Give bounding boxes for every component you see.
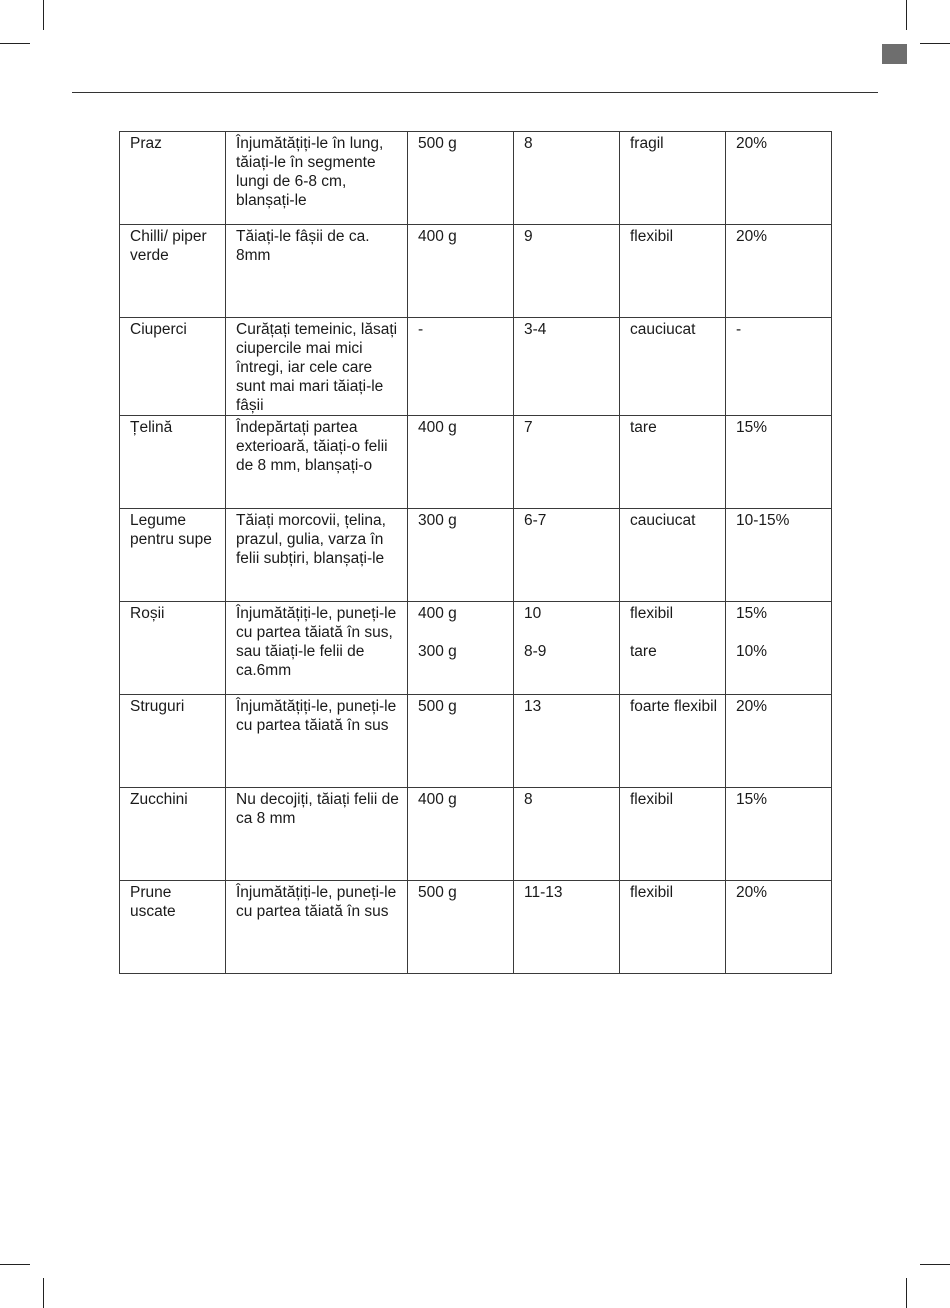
cell-yield: 10-15% bbox=[726, 509, 832, 602]
cell-yield: 15% 10% bbox=[726, 602, 832, 695]
table-row bbox=[120, 602, 832, 695]
crop-mark-bottom-right-h bbox=[920, 1264, 950, 1265]
cell-quantity: 400 g bbox=[408, 416, 514, 509]
table-row bbox=[120, 695, 832, 788]
cell-yield: 20% bbox=[726, 225, 832, 318]
table-row bbox=[120, 318, 832, 416]
cell-preparation: Nu decojiți, tăiați felii de ca 8 mm bbox=[226, 788, 408, 881]
cell-yield: 20% bbox=[726, 132, 832, 225]
cell-yield: 15% bbox=[726, 788, 832, 881]
cell-consistency: tare bbox=[620, 416, 726, 509]
cell-consistency: flexibil bbox=[620, 225, 726, 318]
cell-quantity: - bbox=[408, 318, 514, 416]
cell-food: Zucchini bbox=[120, 788, 226, 881]
crop-mark-top-right-v bbox=[906, 0, 907, 30]
cell-quantity: 400 g bbox=[408, 788, 514, 881]
cell-drying-time: 6-7 bbox=[514, 509, 620, 602]
table-row bbox=[120, 509, 832, 602]
cell-consistency: cauciucat bbox=[620, 318, 726, 416]
table-row bbox=[120, 788, 832, 881]
crop-mark-top-left-v bbox=[43, 0, 44, 30]
cell-food: Țelină bbox=[120, 416, 226, 509]
table-row bbox=[120, 881, 832, 974]
cell-food: Struguri bbox=[120, 695, 226, 788]
cell-drying-time: 9 bbox=[514, 225, 620, 318]
cell-food: Praz bbox=[120, 132, 226, 225]
cell-yield: 20% bbox=[726, 881, 832, 974]
crop-mark-top-left-h bbox=[0, 43, 30, 44]
cell-quantity: 300 g bbox=[408, 509, 514, 602]
cell-preparation: Îndepărtați partea exterioară, tăiați-o felii de 8 mm, blanșați-o bbox=[226, 416, 408, 509]
crop-mark-bottom-right-v bbox=[906, 1278, 907, 1308]
cell-consistency: cauciucat bbox=[620, 509, 726, 602]
crop-mark-bottom-left-v bbox=[43, 1278, 44, 1308]
cell-drying-time: 8 bbox=[514, 788, 620, 881]
cell-drying-time: 10 8-9 bbox=[514, 602, 620, 695]
cell-preparation: Înjumătățiți-le, puneți-le cu partea tăiată în sus, sau tăiați-le felii de ca.6mm bbox=[226, 602, 408, 695]
cell-drying-time: 8 bbox=[514, 132, 620, 225]
cell-quantity: 400 g 300 g bbox=[408, 602, 514, 695]
table-row bbox=[120, 132, 832, 225]
cell-quantity: 500 g bbox=[408, 132, 514, 225]
cell-food: Ciuperci bbox=[120, 318, 226, 416]
cell-preparation: Înjumătățiți-le în lung, tăiați-le în segmente lungi de 6-8 cm, blanșați-le bbox=[226, 132, 408, 225]
cell-consistency: foarte flexibil bbox=[620, 695, 726, 788]
header-rule bbox=[72, 92, 878, 93]
cell-food: Legume pentru supe bbox=[120, 509, 226, 602]
cell-food: Roșii bbox=[120, 602, 226, 695]
cell-preparation: Tăiați-le fâșii de ca. 8mm bbox=[226, 225, 408, 318]
cell-preparation: Înjumătățiți-le, puneți-le cu partea tăiată în sus bbox=[226, 695, 408, 788]
table-row bbox=[120, 225, 832, 318]
crop-mark-top-right-h bbox=[920, 43, 950, 44]
cell-yield: - bbox=[726, 318, 832, 416]
cell-yield: 20% bbox=[726, 695, 832, 788]
table-body bbox=[120, 132, 832, 974]
page-tab-marker bbox=[882, 44, 907, 64]
table-row bbox=[120, 416, 832, 509]
drying-table bbox=[119, 131, 832, 974]
cell-yield: 15% bbox=[726, 416, 832, 509]
crop-mark-bottom-left-h bbox=[0, 1264, 30, 1265]
cell-quantity: 500 g bbox=[408, 695, 514, 788]
cell-preparation: Curățați temeinic, lăsați ciupercile mai mici întregi, iar cele care sunt mai mari tăiați-le fâșii bbox=[226, 318, 408, 416]
cell-consistency: fragil bbox=[620, 132, 726, 225]
cell-drying-time: 11-13 bbox=[514, 881, 620, 974]
cell-food: Prune uscate bbox=[120, 881, 226, 974]
cell-consistency: flexibil bbox=[620, 881, 726, 974]
cell-drying-time: 7 bbox=[514, 416, 620, 509]
cell-drying-time: 3-4 bbox=[514, 318, 620, 416]
cell-quantity: 500 g bbox=[408, 881, 514, 974]
cell-food: Chilli/ piper verde bbox=[120, 225, 226, 318]
cell-quantity: 400 g bbox=[408, 225, 514, 318]
cell-preparation: Înjumătățiți-le, puneți-le cu partea tăiată în sus bbox=[226, 881, 408, 974]
cell-drying-time: 13 bbox=[514, 695, 620, 788]
cell-consistency: flexibil bbox=[620, 788, 726, 881]
cell-consistency: flexibil tare bbox=[620, 602, 726, 695]
cell-preparation: Tăiați morcovii, țelina, prazul, gulia, varza în felii subțiri, blanșați-le bbox=[226, 509, 408, 602]
